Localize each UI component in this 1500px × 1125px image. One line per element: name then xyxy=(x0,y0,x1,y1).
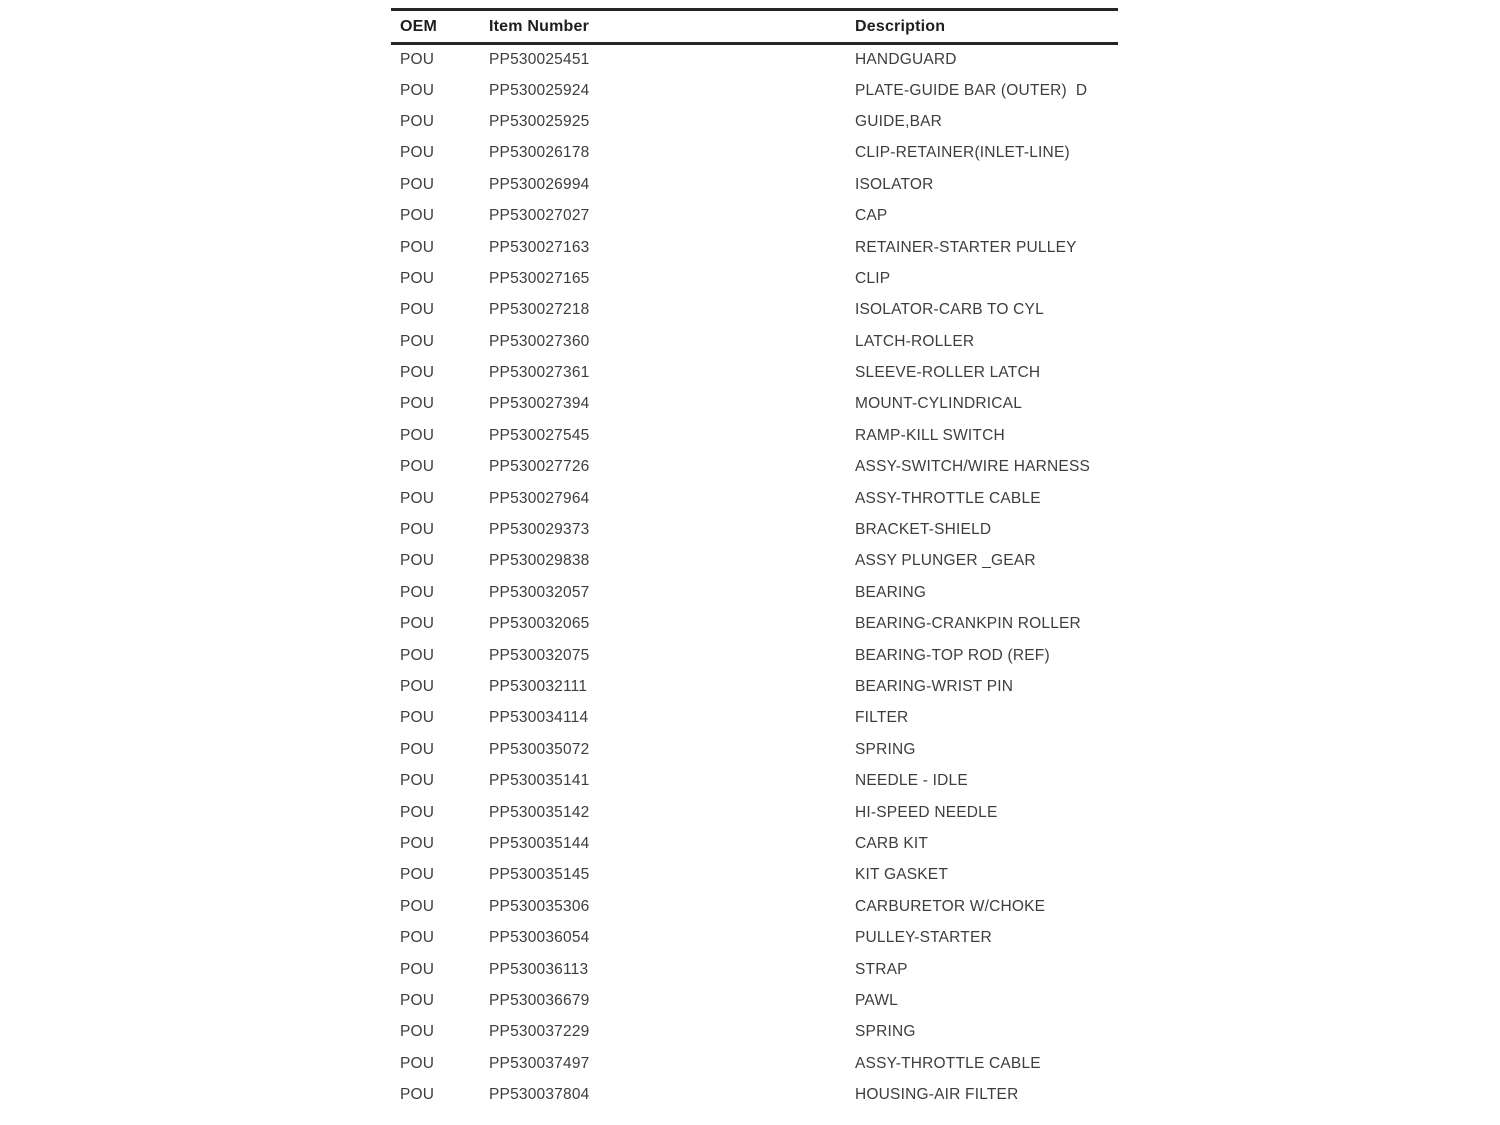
cell-item-number: PP530035072 xyxy=(489,740,590,758)
table-row xyxy=(391,200,1118,231)
cell-oem: POU xyxy=(400,834,435,852)
cell-oem: POU xyxy=(400,489,435,507)
cell-item-number: PP530032075 xyxy=(489,646,590,664)
cell-oem: POU xyxy=(400,709,435,727)
cell-item-number: PP530032111 xyxy=(489,678,588,695)
cell-description: PLATE-GUIDE BAR (OUTER) D xyxy=(855,81,1088,99)
cell-description: HOUSING-AIR FILTER xyxy=(855,1086,1019,1104)
cell-oem: POU xyxy=(400,301,435,319)
cell-item-number: PP530029373 xyxy=(489,521,590,539)
table-row xyxy=(391,546,1118,577)
cell-oem: POU xyxy=(400,81,435,99)
table-row xyxy=(391,1079,1118,1110)
cell-item-number: PP530027964 xyxy=(489,489,590,507)
cell-item-number: PP530032065 xyxy=(489,615,590,633)
table-row xyxy=(391,452,1118,483)
cell-description: BRACKET-SHIELD xyxy=(855,521,992,539)
cell-item-number: PP530029838 xyxy=(489,552,590,570)
cell-item-number: PP530035145 xyxy=(489,866,590,884)
table-header xyxy=(391,10,1118,44)
column-header-item-number: Item Number xyxy=(489,10,855,44)
table-row xyxy=(391,483,1118,514)
column-header-description: Description xyxy=(855,10,1118,44)
table-row xyxy=(391,1048,1118,1079)
table-row xyxy=(391,44,1118,75)
cell-description: BEARING xyxy=(855,583,927,601)
cell-description: CLIP-RETAINER(INLET-LINE) xyxy=(855,144,1070,162)
cell-item-number: PP530025924 xyxy=(489,81,590,99)
table-row xyxy=(391,609,1118,640)
cell-item-number: PP530032057 xyxy=(489,583,590,601)
cell-oem: POU xyxy=(400,1023,435,1041)
cell-oem: POU xyxy=(400,112,435,130)
cell-item-number: PP530027218 xyxy=(489,301,590,319)
cell-description: ASSY PLUNGER _GEAR xyxy=(855,552,1036,570)
table-row xyxy=(391,1017,1118,1048)
cell-oem: POU xyxy=(400,1086,435,1104)
cell-oem: POU xyxy=(400,144,435,162)
cell-description: CLIP xyxy=(855,269,891,287)
cell-item-number: PP530025925 xyxy=(489,112,590,130)
cell-description: NEEDLE - IDLE xyxy=(855,772,968,790)
cell-oem: POU xyxy=(400,646,435,664)
cell-item-number: PP530027361 xyxy=(489,364,590,382)
cell-description: CARBURETOR W/CHOKE xyxy=(855,897,1046,915)
table-row xyxy=(391,514,1118,545)
cell-description: RETAINER-STARTER PULLEY xyxy=(855,238,1077,256)
table-row xyxy=(391,577,1118,608)
cell-description: BEARING-WRIST PIN xyxy=(855,678,1014,695)
cell-item-number: PP530027726 xyxy=(489,458,590,476)
cell-description: KIT GASKET xyxy=(855,866,949,884)
cell-description: FILTER xyxy=(855,709,909,727)
cell-oem: POU xyxy=(400,1054,435,1072)
table-row xyxy=(391,954,1118,985)
table-row xyxy=(391,263,1118,294)
table-row xyxy=(391,106,1118,137)
table-row xyxy=(391,640,1118,671)
cell-description: BEARING-CRANKPIN ROLLER xyxy=(855,615,1081,633)
cell-description: PULLEY-STARTER xyxy=(855,929,992,947)
cell-oem: POU xyxy=(400,458,435,476)
cell-item-number: PP530035141 xyxy=(489,772,590,790)
cell-description: SLEEVE-ROLLER LATCH xyxy=(855,364,1041,382)
table-row xyxy=(391,295,1118,326)
cell-description: ISOLATOR-CARB TO CYL xyxy=(855,301,1044,319)
cell-item-number: PP530036054 xyxy=(489,929,590,947)
table-row xyxy=(391,703,1118,734)
cell-oem: POU xyxy=(400,897,435,915)
cell-description: HANDGUARD xyxy=(855,50,957,68)
cell-item-number: PP530036113 xyxy=(489,960,589,978)
cell-description: STRAP xyxy=(855,960,908,978)
header-row xyxy=(391,10,1118,44)
cell-item-number: PP530035306 xyxy=(489,897,590,915)
table-row xyxy=(391,169,1118,200)
cell-description: SPRING xyxy=(855,1023,916,1041)
cell-oem: POU xyxy=(400,364,435,382)
cell-oem: POU xyxy=(400,395,435,413)
table-row xyxy=(391,891,1118,922)
parts-table xyxy=(391,8,1118,1111)
cell-oem: POU xyxy=(400,269,435,287)
cell-description: MOUNT-CYLINDRICAL xyxy=(855,395,1023,413)
table-row xyxy=(391,985,1118,1016)
cell-oem: POU xyxy=(400,866,435,884)
cell-item-number: PP530026178 xyxy=(489,144,590,162)
cell-description: HI-SPEED NEEDLE xyxy=(855,803,998,821)
cell-description: ASSY-THROTTLE CABLE xyxy=(855,489,1041,507)
table-row xyxy=(391,357,1118,388)
table-body xyxy=(391,44,1118,1111)
cell-oem: POU xyxy=(400,175,435,193)
cell-description: GUIDE,BAR xyxy=(855,112,943,130)
table-row xyxy=(391,138,1118,169)
table-row xyxy=(391,671,1118,702)
cell-item-number: PP530027394 xyxy=(489,395,590,413)
cell-oem: POU xyxy=(400,615,435,633)
table-row xyxy=(391,797,1118,828)
cell-description: ASSY-THROTTLE CABLE xyxy=(855,1054,1041,1072)
cell-item-number: PP530027545 xyxy=(489,426,590,444)
cell-description: ASSY-SWITCH/WIRE HARNESS xyxy=(855,458,1091,476)
cell-item-number: PP530026994 xyxy=(489,175,590,193)
cell-oem: POU xyxy=(400,583,435,601)
cell-item-number: PP530025451 xyxy=(489,50,590,68)
cell-item-number: PP530036679 xyxy=(489,991,590,1009)
cell-oem: POU xyxy=(400,929,435,947)
table-row xyxy=(391,765,1118,796)
cell-item-number: PP530027163 xyxy=(489,238,590,256)
cell-description: BEARING-TOP ROD (REF) xyxy=(855,646,1050,664)
cell-oem: POU xyxy=(400,803,435,821)
cell-item-number: PP530037497 xyxy=(489,1054,590,1072)
cell-item-number: PP530035142 xyxy=(489,803,590,821)
cell-description: RAMP-KILL SWITCH xyxy=(855,426,1005,444)
table-row xyxy=(391,420,1118,451)
cell-oem: POU xyxy=(400,960,435,978)
cell-oem: POU xyxy=(400,50,435,68)
table-row xyxy=(391,922,1118,953)
table-row xyxy=(391,860,1118,891)
cell-oem: POU xyxy=(400,426,435,444)
cell-description: SPRING xyxy=(855,740,916,758)
cell-description: PAWL xyxy=(855,991,899,1009)
table-row xyxy=(391,75,1118,106)
cell-description: CARB KIT xyxy=(855,834,929,852)
cell-item-number: PP530034114 xyxy=(489,709,589,727)
cell-oem: POU xyxy=(400,678,435,695)
cell-item-number: PP530027360 xyxy=(489,332,590,350)
cell-description: LATCH-ROLLER xyxy=(855,332,975,350)
table-row xyxy=(391,734,1118,765)
cell-item-number: PP530037229 xyxy=(489,1023,590,1041)
cell-oem: POU xyxy=(400,991,435,1009)
cell-oem: POU xyxy=(400,332,435,350)
cell-item-number: PP530035144 xyxy=(489,834,590,852)
column-header-oem: OEM xyxy=(391,10,489,44)
cell-oem: POU xyxy=(400,772,435,790)
table-row xyxy=(391,828,1118,859)
cell-item-number: PP530037804 xyxy=(489,1086,590,1104)
cell-oem: POU xyxy=(400,521,435,539)
table-row xyxy=(391,232,1118,263)
cell-description: CAP xyxy=(855,207,888,225)
cell-oem: POU xyxy=(400,740,435,758)
cell-oem: POU xyxy=(400,238,435,256)
cell-item-number: PP530027165 xyxy=(489,269,590,287)
cell-item-number: PP530027027 xyxy=(489,207,590,225)
cell-oem: POU xyxy=(400,207,435,225)
cell-oem: POU xyxy=(400,552,435,570)
table-row xyxy=(391,326,1118,357)
table-row xyxy=(391,389,1118,420)
cell-description: ISOLATOR xyxy=(855,175,934,193)
